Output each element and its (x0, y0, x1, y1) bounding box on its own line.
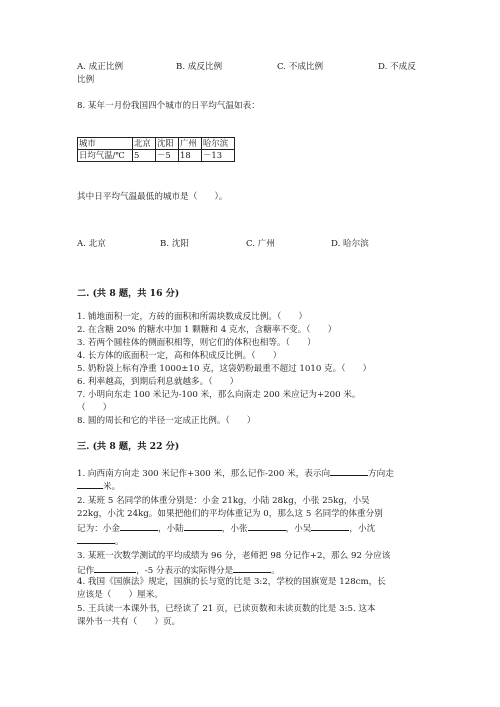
option-d-continued: 比例 (77, 75, 95, 85)
q2-text: 。 (115, 537, 124, 547)
table-cell: 北京 (133, 138, 156, 150)
answer-blank[interactable] (233, 563, 271, 573)
list-item: 6. 利率越高，到期后利息就越多。（ ） (77, 377, 239, 387)
q5-line1: 5. 王兵读一本课外书，已经读了 21 页，已读页数和未读页数的比是 3:5. 这本 (77, 604, 376, 614)
q2-text: ，小陆 (157, 524, 184, 534)
list-item-continued: （ ） (77, 403, 112, 413)
q1-text: 米。 (103, 482, 121, 492)
q2-line3 (77, 521, 375, 535)
q4-line2: 应该是（ ）厘米。 (77, 590, 163, 600)
q1-text: 1. 向西南方向走 300 米记作+300 米，那么记作-200 米，表示向 (77, 469, 331, 479)
table-cell: 18 (179, 150, 202, 162)
fill-blank-q1-line1 (77, 466, 394, 480)
answer-blank[interactable] (330, 466, 368, 476)
q2-line1: 2. 某班 5 名同学的体重分别是：小金 21kg，小陆 28kg，小张 25kg，小吴 (77, 496, 370, 506)
q2-line4 (77, 534, 124, 548)
q1-text: 方向走 (368, 469, 394, 479)
option-d: D. 不成反 (378, 62, 416, 72)
fill-blank-q1-line2 (77, 479, 120, 493)
option-b: B. 成反比例 (176, 62, 223, 72)
table-cell: －5 (156, 150, 179, 162)
q3-line1: 3. 某班一次数学测试的平均成绩为 96 分，老师把 98 分记作+2，那么 92 分应该 (77, 551, 391, 561)
section-2-heading: 二. (共 8 题，共 16 分) (77, 288, 180, 299)
list-item: 5. 奶粉袋上标有净重 1000±10 克，这袋奶粉最重不超过 1010 克。（ ） (77, 364, 372, 374)
q2-text: 记为：小金 (77, 524, 120, 534)
q2-text: ，小吴 (285, 524, 312, 534)
table-cell: －13 (202, 150, 235, 162)
list-item: 2. 在含糖 20% 的糖水中加 1 颗糖和 4 克水，含糖率不变。（ ） (77, 325, 337, 335)
list-item: 7. 小明向东走 100 米记为-100 米，那么向南走 200 米应记为+200 米。 (77, 390, 361, 400)
option-a: A. 成正比例 (77, 62, 124, 72)
table-cell: 广州 (179, 138, 202, 150)
q3-text: 记作 (77, 566, 95, 576)
option-b: B. 沈阳 (160, 239, 189, 249)
table-cell: 沈阳 (156, 138, 179, 150)
section-3-heading: 三. (共 8 题，共 22 分) (77, 441, 180, 452)
answer-blank[interactable] (311, 521, 349, 531)
table-row (78, 150, 235, 162)
option-d: D. 哈尔滨 (331, 239, 369, 249)
q2-text: ，小张 (221, 524, 248, 534)
q2-line2: 22kg，小沈 24kg。如果把他们的平均体重记为 0，那么这 5 名同学的体重分别 (77, 509, 383, 519)
q3-text: ，-5 分表示的实际得分是 (136, 566, 234, 576)
table-cell: 日均气温/℃ (78, 150, 133, 162)
list-item: 1. 铺地面积一定，方砖的面积和所需块数成反比例。（ ） (77, 312, 308, 322)
option-a: A. 北京 (77, 239, 106, 249)
list-item: 8. 圆的周长和它的半径一定成正比例。（ ） (77, 416, 256, 426)
answer-blank[interactable] (77, 479, 103, 489)
q5-line2: 课外书一共有（ ）页。 (77, 617, 181, 627)
q3-text: 。 (271, 566, 280, 576)
list-item: 4. 长方体的底面积一定，高和体积成反比例。（ ） (77, 351, 282, 361)
question-8-stem: 8. 某年一月份我国四个城市的日平均气温如表： (77, 101, 260, 111)
list-item: 3. 若两个圆柱体的侧面积相等，则它们的体积也相等。（ ） (77, 338, 316, 348)
answer-blank[interactable] (248, 521, 286, 531)
question-8-prompt: 其中日平均气温最低的城市是（ ）。 (77, 192, 228, 202)
q2-text: ，小沈 (349, 524, 376, 534)
option-c: C. 不成比例 (277, 62, 324, 72)
option-c: C. 广州 (246, 239, 275, 249)
table-cell: 5 (133, 150, 156, 162)
temperature-table (77, 137, 235, 162)
table-cell: 哈尔滨 (202, 138, 235, 150)
answer-blank[interactable] (94, 563, 136, 573)
q3-line2 (77, 563, 280, 577)
answer-blank[interactable] (184, 521, 222, 531)
q4-line1: 4. 我国《国旗法》规定，国旗的长与宽的比是 3:2，学校的国旗宽是 128cm，长 (77, 577, 386, 587)
answer-blank[interactable] (77, 534, 115, 544)
answer-blank[interactable] (120, 521, 158, 531)
table-header-row (78, 138, 235, 150)
table-cell: 城市 (78, 138, 133, 150)
